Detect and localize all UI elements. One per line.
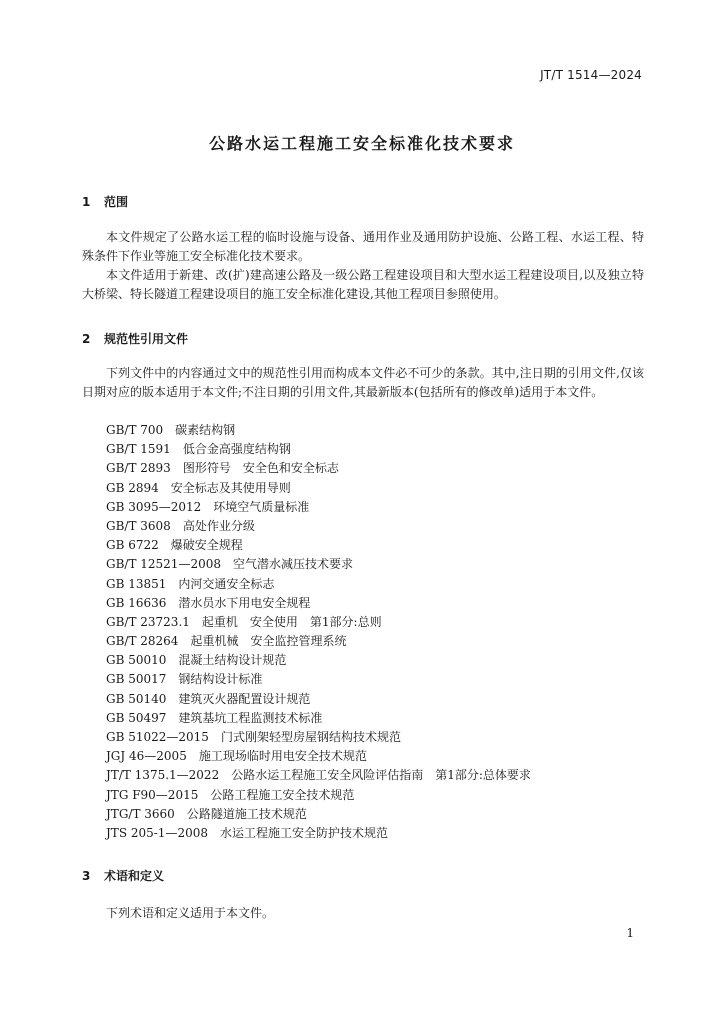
reference-code: JTG F90—2015 — [106, 787, 199, 802]
section-1-paragraph-1: 本文件规定了公路水运工程的临时设施与设备、通用作业及通用防护设施、公路工程、水运工程、特殊条件下作业等施工安全标准化技术要求。 — [82, 230, 644, 263]
reference-item — [106, 498, 646, 517]
reference-title: 公路工程施工安全技术规范 — [210, 787, 355, 802]
reference-title: 安全标志及其使用导则 — [170, 480, 291, 495]
reference-item — [106, 709, 646, 728]
reference-title: 水运工程施工安全防护技术规范 — [219, 825, 388, 840]
reference-item — [106, 690, 646, 709]
reference-code: GB 50010 — [106, 653, 167, 668]
reference-item — [106, 459, 646, 478]
reference-item — [106, 440, 646, 459]
section-3-number: 3 — [82, 869, 91, 883]
reference-title: 碳素结构钢 — [175, 423, 236, 437]
reference-item — [106, 766, 646, 785]
reference-code: GB/T 28264 — [106, 634, 179, 649]
reference-title: 公路隧道施工技术规范 — [186, 806, 307, 821]
reference-code: GB 50140 — [106, 691, 167, 706]
reference-code: JT/T 1375.1—2022 — [106, 768, 220, 783]
normative-reference-list — [106, 421, 646, 843]
reference-title: 内河交通安全标志 — [178, 576, 275, 591]
reference-code: JGJ 46—2005 — [106, 749, 187, 764]
reference-title: 高处作业分级 — [182, 518, 255, 533]
reference-code: GB/T 1591 — [106, 442, 171, 457]
standard-code: JT/T 1514—2024 — [540, 68, 642, 82]
reference-title: 低合金高强度结构钢 — [182, 442, 291, 457]
reference-title: 图形符号 安全色和安全标志 — [182, 461, 339, 476]
reference-item — [106, 594, 646, 613]
reference-code: GB 6722 — [106, 538, 159, 553]
reference-code: GB/T 700 — [106, 423, 164, 437]
reference-code: GB 3095—2012 — [106, 499, 202, 514]
reference-item — [106, 805, 646, 824]
reference-item — [106, 670, 646, 689]
section-2-title: 规范性引用文件 — [104, 332, 189, 346]
reference-code: GB 50497 — [106, 710, 167, 725]
reference-title: 建筑基坑工程监测技术标准 — [178, 710, 323, 725]
section-2-number: 2 — [82, 332, 91, 346]
page-number: 1 — [626, 926, 634, 940]
reference-code: JTG/T 3660 — [106, 806, 175, 821]
reference-title: 门式刚架轻型房屋钢结构技术规范 — [220, 730, 401, 744]
reference-item — [106, 632, 646, 651]
reference-item — [106, 786, 646, 805]
reference-title: 混凝土结构设计规范 — [178, 653, 287, 668]
reference-code: GB 50017 — [106, 672, 167, 687]
reference-item — [106, 824, 646, 843]
section-1-title: 范围 — [104, 195, 129, 209]
section-1-heading — [82, 193, 128, 210]
section-3-title: 术语和定义 — [104, 869, 165, 883]
reference-item — [106, 479, 646, 498]
reference-item — [106, 536, 646, 555]
reference-code: GB 16636 — [106, 595, 167, 610]
reference-code: GB 13851 — [106, 576, 167, 591]
reference-title: 公路水运工程施工安全风险评估指南 第1部分:总体要求 — [231, 768, 531, 783]
section-2-paragraph-1: 下列文件中的内容通过文中的规范性引用而构成本文件必不可少的条款。其中,注日期的引用文件,仅该日期对应的版本适用于本文件;不注日期的引用文件,其最新版本(包括所有的修改单)适用于本文件。 — [82, 366, 644, 399]
reference-title: 环境空气质量标准 — [213, 499, 310, 514]
reference-title: 起重机械 安全监控管理系统 — [190, 634, 347, 649]
reference-item — [106, 517, 646, 536]
reference-item — [106, 651, 646, 670]
reference-code: JTS 205-1—2008 — [106, 825, 208, 840]
reference-item — [106, 421, 646, 440]
document-title: 公路水运工程施工安全标准化技术要求 — [208, 134, 515, 153]
reference-item — [106, 613, 646, 632]
reference-code: GB/T 3608 — [106, 518, 171, 533]
section-3-heading — [82, 867, 164, 884]
section-2-heading — [82, 330, 188, 347]
reference-title: 施工现场临时用电安全技术规范 — [198, 749, 367, 764]
reference-title: 建筑灭火器配置设计规范 — [178, 691, 311, 706]
section-3-paragraph-1: 下列术语和定义适用于本文件。 — [106, 906, 275, 920]
reference-code: GB/T 23723.1 — [106, 614, 190, 629]
reference-title: 起重机 安全使用 第1部分:总则 — [201, 614, 382, 629]
reference-item — [106, 575, 646, 594]
reference-item — [106, 728, 646, 747]
reference-title: 潜水员水下用电安全规程 — [178, 595, 311, 610]
reference-code: GB/T 12521—2008 — [106, 557, 221, 572]
reference-code: GB 2894 — [106, 480, 159, 495]
section-1-paragraph-2: 本文件适用于新建、改(扩)建高速公路及一级公路工程建设项目和大型水运工程建设项目,以及独立特大桥梁、特长隧道工程建设项目的施工安全标准化建设,其他工程项目参照使用。 — [82, 268, 644, 301]
reference-title: 钢结构设计标准 — [178, 672, 263, 687]
reference-code: GB 51022—2015 — [106, 730, 209, 744]
reference-item — [106, 555, 646, 574]
reference-code: GB/T 2893 — [106, 461, 171, 476]
reference-title: 空气潜水减压技术要求 — [232, 557, 353, 572]
section-1-number: 1 — [82, 195, 91, 209]
reference-title: 爆破安全规程 — [170, 538, 243, 553]
reference-item — [106, 747, 646, 766]
